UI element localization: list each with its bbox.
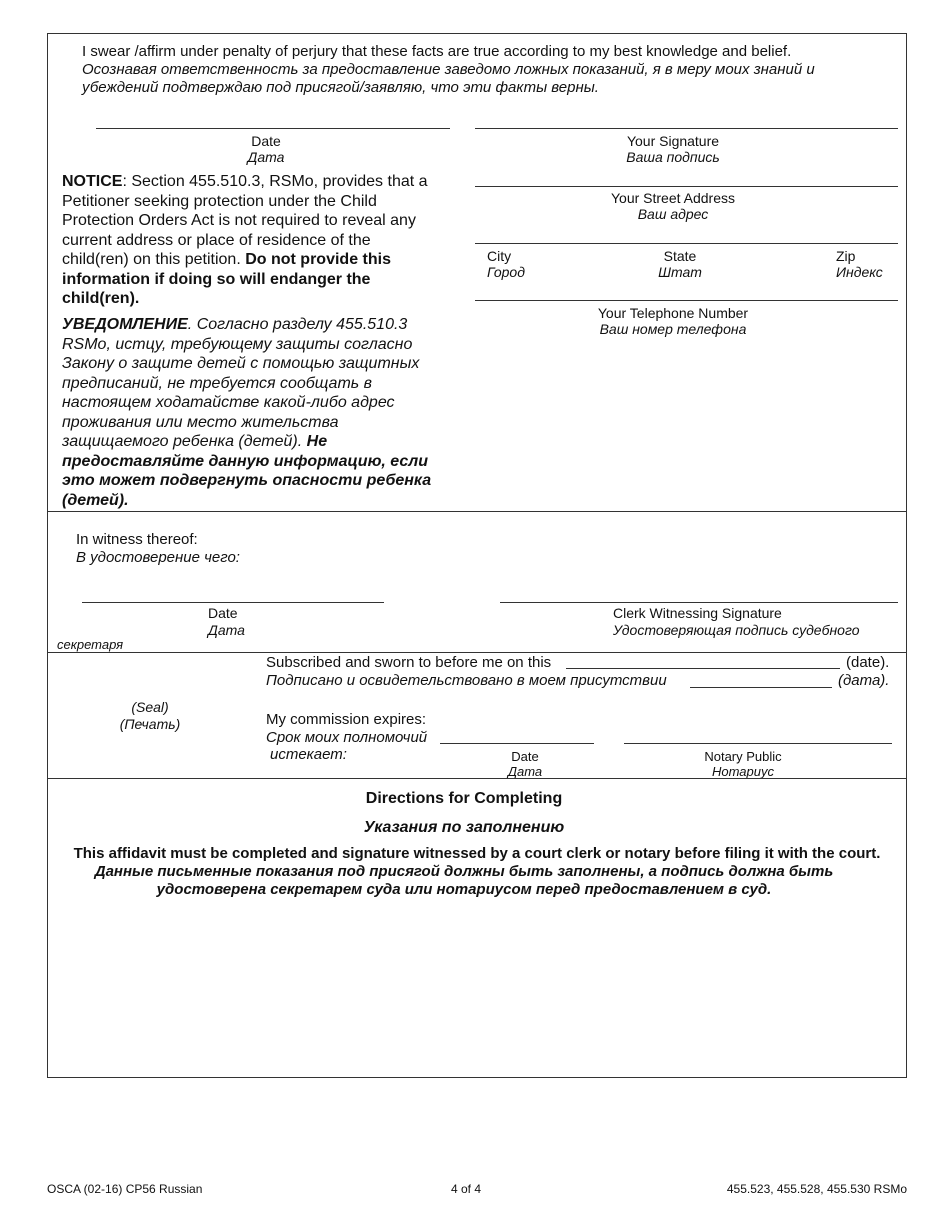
commission-date-line[interactable]	[440, 743, 594, 744]
city-label: City	[487, 248, 512, 264]
clerk-signature-line[interactable]	[500, 602, 898, 603]
commission-expires-label-ru1: Срок моих полномочий	[266, 729, 428, 746]
subscribed-text: Subscribed and sworn to before me on this	[266, 654, 552, 671]
notice-ru-bold: Не предоставляйте данную информацию, если это может подвергнуть опасности ребенка (детей).	[62, 433, 432, 509]
witness-heading: In witness thereof:	[76, 531, 198, 548]
witness-date-label: Date	[208, 605, 238, 621]
seal-label-ru: (Печать)	[119, 716, 181, 732]
zip-label: Zip	[836, 248, 856, 264]
phone-label: Your Telephone Number	[597, 305, 749, 321]
commission-date-label-ru: Дата	[507, 764, 543, 779]
notice-en-text: : Section 455.510.3, RSMo, provides that a Petitioner seeking protection under the Child Protection Orders Act is not required to reveal any current address or place of residence of the child(ren) on this petition.	[62, 173, 428, 268]
phone-label-ru: Ваш номер телефона	[599, 321, 747, 337]
petitioner-date-label-ru: Дата	[247, 149, 285, 165]
state-label: State	[663, 248, 697, 264]
directions-text-ru2: удостоверена секретарем суда или нотариусом перед предоставлением в суд.	[156, 881, 772, 898]
notary-public-label: Notary Public	[704, 749, 782, 764]
signature-label-ru: Ваша подпись	[626, 149, 720, 165]
petitioner-date-label: Date	[251, 133, 281, 149]
notice-ru-text: . Согласно разделу 455.510.3 RSMo, истцу, требующему защиты согласно Закону о защите детей с помощью защитных предписаний, не требуется сообщать в настоящем ходатайстве какой-либо адрес проживания или место жительства защищаемого ребенка (детей).	[62, 316, 420, 450]
clerk-signature-label-ru: Удостоверяющая подпись судебного	[613, 622, 860, 638]
divider-directions	[47, 778, 907, 779]
divider-notary	[47, 652, 907, 653]
clerk-signature-label-ru-cont: секретаря	[57, 637, 124, 652]
witness-date-label-ru: Дата	[208, 622, 245, 638]
subscribed-text-ru: Подписано и освидетельствовано в моем присутствии	[266, 672, 667, 689]
footer-statutes: 455.523, 455.528, 455.530 RSMo	[726, 1182, 907, 1196]
seal-label: (Seal)	[131, 699, 169, 715]
directions-title-ru: Указания по заполнению	[363, 819, 565, 836]
signature-line[interactable]	[475, 128, 898, 129]
commission-expires-label-ru2: истекает:	[270, 746, 347, 763]
phone-line[interactable]	[475, 300, 898, 301]
commission-expires-label: My commission expires:	[266, 711, 427, 728]
oath-ru-line2: убеждений подтверждаю под присягой/заявляю, что эти факты верны.	[82, 79, 599, 96]
state-label-ru: Штат	[658, 264, 702, 280]
notice-en	[62, 172, 434, 309]
city-state-zip-line[interactable]	[475, 243, 898, 244]
address-label: Your Street Address	[610, 190, 735, 206]
zip-label-ru: Индекс	[836, 264, 883, 280]
footer-page-number: 4 of 4	[450, 1182, 482, 1196]
notary-signature-line[interactable]	[624, 743, 892, 744]
address-label-ru: Ваш адрес	[637, 206, 709, 222]
divider-witness	[47, 511, 907, 512]
witness-heading-ru: В удостоверение чего:	[76, 549, 240, 566]
directions-text: This affidavit must be completed and signature witnessed by a court clerk or notary before filing it with the court.	[73, 845, 881, 862]
subscribed-date-line-ru[interactable]	[690, 687, 832, 688]
commission-date-label: Date	[511, 749, 539, 764]
subscribed-date-suffix: (date).	[846, 654, 890, 671]
oath-ru-line1: Осознавая ответственность за предоставление заведомо ложных показаний, я в меру моих знаний и	[82, 61, 815, 78]
signature-label: Your Signature	[626, 133, 720, 149]
clerk-signature-label: Clerk Witnessing Signature	[613, 605, 782, 621]
notice-ru-label: УВЕДОМЛЕНИЕ	[62, 316, 188, 333]
notice-en-bold: Do not provide this information if doing so will endanger the child(ren).	[62, 251, 391, 307]
city-label-ru: Город	[487, 264, 525, 280]
subscribed-date-suffix-ru: (дата).	[838, 672, 890, 689]
footer-form-id: OSCA (02-16) CP56 Russian	[47, 1182, 203, 1196]
address-line[interactable]	[475, 186, 898, 187]
notice-en-label: NOTICE	[62, 173, 123, 190]
notary-public-label-ru: Нотариус	[712, 764, 774, 779]
subscribed-date-line[interactable]	[566, 668, 840, 669]
directions-text-ru1: Данные письменные показания под присягой должны быть заполнены, а подпись должна быть	[94, 863, 834, 880]
notice-ru	[62, 315, 434, 510]
directions-title: Directions for Completing	[365, 790, 563, 807]
petitioner-date-line[interactable]	[96, 128, 450, 129]
oath-en: I swear /affirm under penalty of perjury that these facts are true according to my best knowledge and belief.	[82, 43, 792, 60]
witness-date-line[interactable]	[82, 602, 384, 603]
